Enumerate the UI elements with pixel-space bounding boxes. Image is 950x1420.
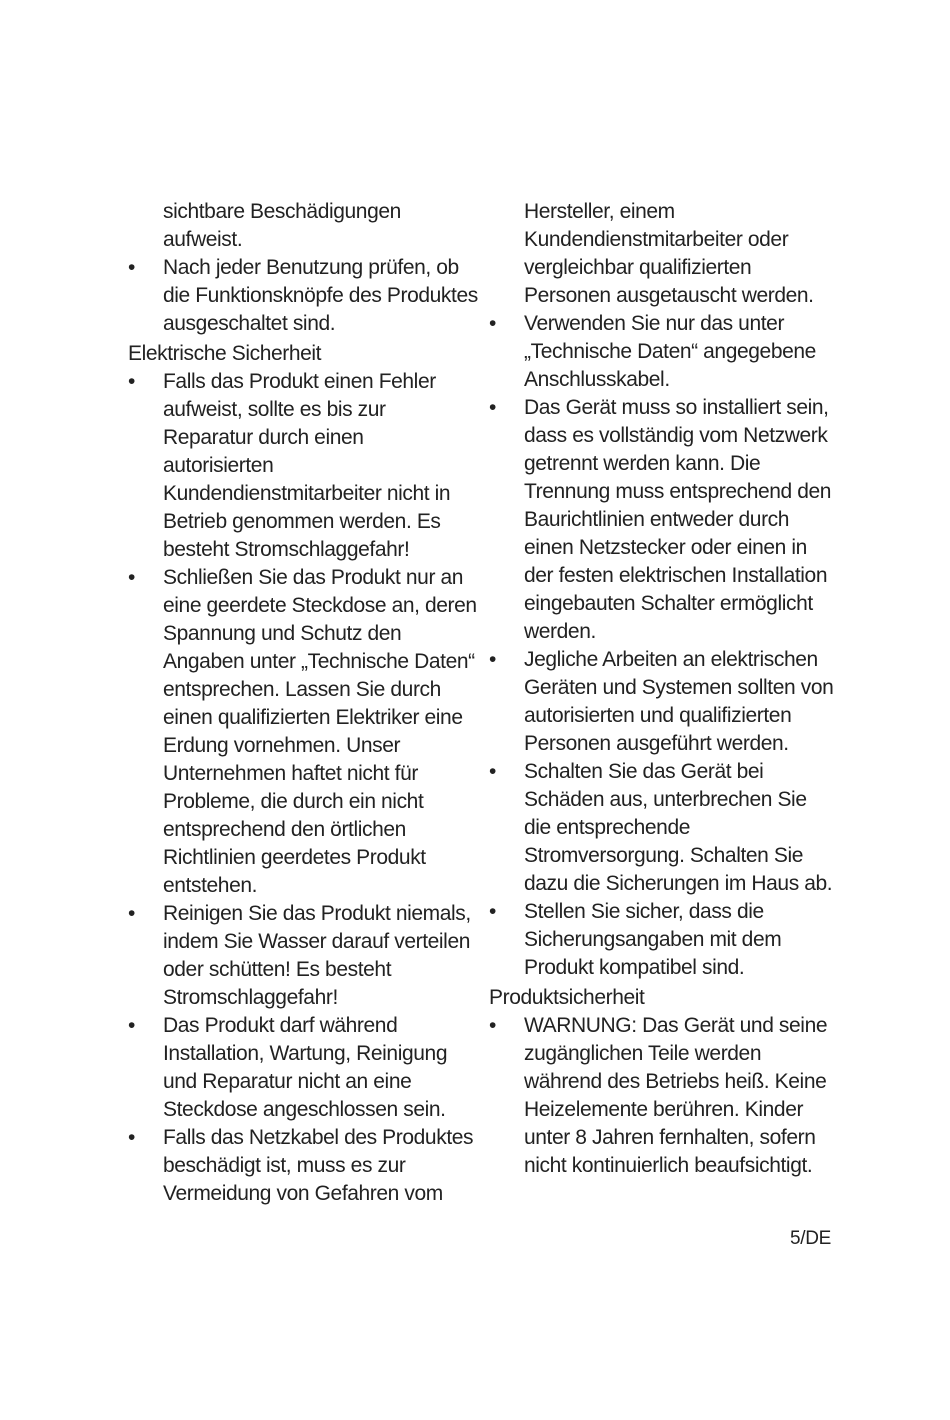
list-item: • Das Gerät muss so installiert sein, dass es vollständig vom Netzwerk getrennt werden kann. Die Trennung muss entsprechend den Baurichtlinien entweder durch einen Netzstecker oder einen in der festen elektrischen Installation eingebauten Schalter ermöglicht werden. [489, 394, 834, 646]
bullet-list-electrical-cont [489, 310, 834, 982]
bullet-list-product [489, 1012, 834, 1180]
section-heading-product-safety: Produktsicherheit [489, 986, 645, 1009]
list-item: • Nach jeder Benutzung prüfen, ob die Funktionsknöpfe des Produktes ausgeschaltet sind. [128, 254, 478, 338]
list-item: • Jegliche Arbeiten an elektrischen Geräten und Systemen sollten von autorisierten und qualifizierten Personen ausgeführt werden. [489, 646, 834, 758]
list-item: • Stellen Sie sicher, dass die Sicherungsangaben mit dem Produkt kompatibel sind. [489, 898, 834, 982]
list-item: • Verwenden Sie nur das unter „Technische Daten“ angegebene Anschlusskabel. [489, 310, 834, 394]
page-number: 5/DE [790, 1228, 832, 1249]
list-item: • Schließen Sie das Produkt nur an eine geerdete Steckdose an, deren Spannung und Schutz den Angaben unter „Technische Daten“ entsprechen. Lassen Sie durch einen qualifizierten Elektriker eine Erdung vornehmen. Unser Unternehmen haftet nicht für Probleme, die durch ein nicht entsprechend den örtlichen Richtlinien geerdetes Produkt entstehen. [128, 564, 478, 900]
list-item: • Das Produkt darf während Installation, Wartung, Reinigung und Reparatur nicht an eine Steckdose angeschlossen sein. [128, 1012, 478, 1124]
list-item: • Falls das Produkt einen Fehler aufweist, sollte es bis zur Reparatur durch einen autorisierten Kundendienstmitarbeiter nicht in Betrieb genommen werden. Es besteht Stromschlaggefahr! [128, 368, 478, 564]
section-heading-electrical-safety: Elektrische Sicherheit [128, 342, 322, 365]
list-item: • WARNUNG: Das Gerät und seine zugänglichen Teile werden während des Betriebs heiß. Keine Heizelemente berühren. Kinder unter 8 Jahren fernhalten, sofern nicht kontinuierlich beaufsichtigt. [489, 1012, 834, 1180]
left-column [128, 198, 478, 1208]
list-item: • Schalten Sie das Gerät bei Schäden aus, unterbrechen Sie die entsprechende Stromversorgung. Schalten Sie dazu die Sicherungen im Haus ab. [489, 758, 834, 898]
bullet-list-electrical [128, 368, 478, 1208]
continuation-text: Hersteller, einem Kundendienstmitarbeiter oder vergleichbar qualifizierten Personen ausgetauscht werden. [524, 200, 814, 307]
right-column [489, 198, 834, 1180]
bullet-list-top [128, 254, 478, 338]
continuation-text: sichtbare Beschädigungen aufweist. [163, 200, 401, 251]
list-item: • Falls das Netzkabel des Produktes beschädigt ist, muss es zur Vermeidung von Gefahren vom [128, 1124, 478, 1208]
list-item: • Reinigen Sie das Produkt niemals, indem Sie Wasser darauf verteilen oder schütten! Es besteht Stromschlaggefahr! [128, 900, 478, 1012]
